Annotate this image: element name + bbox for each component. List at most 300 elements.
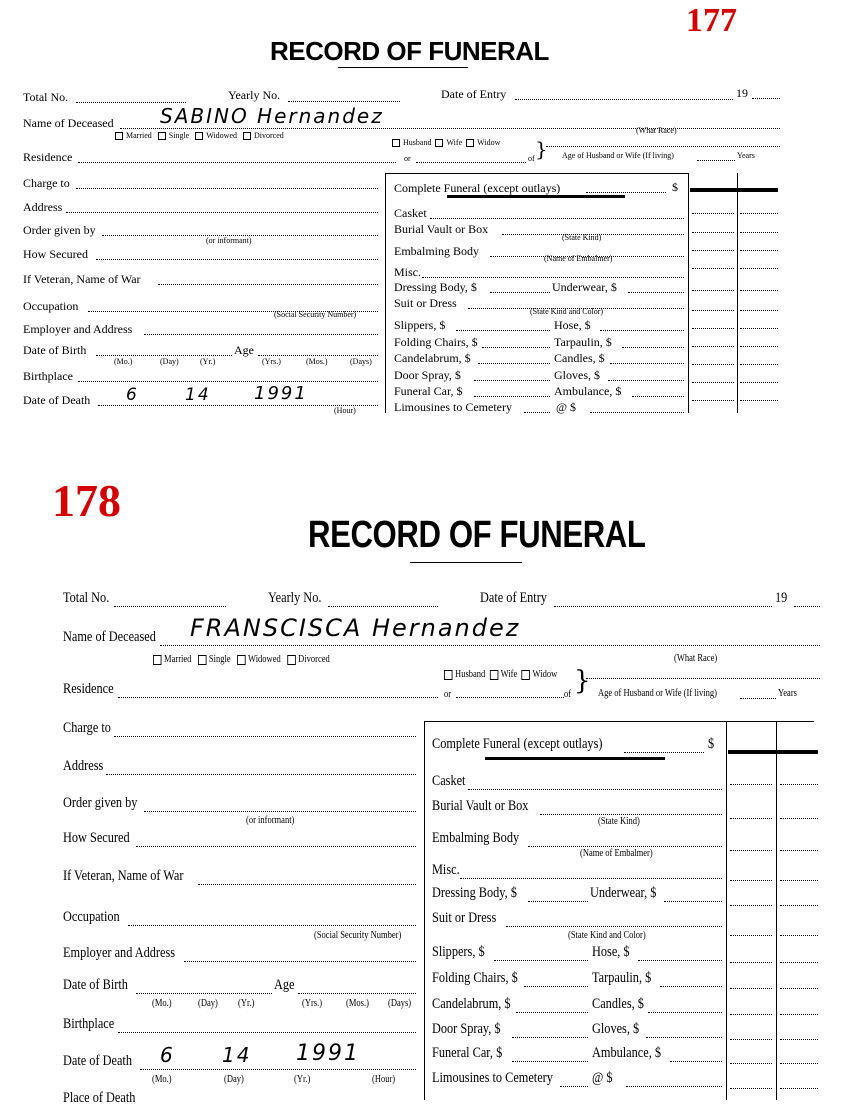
funeral-underline <box>485 757 665 760</box>
order-given-by-label: Order given by <box>63 795 138 811</box>
or-label: or <box>404 154 411 163</box>
amount-line <box>740 364 778 365</box>
age-mos-label: (Mos.) <box>306 357 328 366</box>
if-veteran-field[interactable] <box>158 284 378 285</box>
single-label: Single <box>208 654 231 665</box>
complete-prefix: Complete <box>394 181 444 195</box>
dressing-body-field[interactable] <box>490 292 550 293</box>
folding-chairs-field[interactable] <box>482 347 550 348</box>
hose-label: Hose, $ <box>554 318 591 332</box>
state-kind-label: (State Kind) <box>562 233 602 242</box>
charges-box-top <box>424 721 814 722</box>
if-veteran-label: If Veteran, Name of War <box>23 272 141 286</box>
amount-line <box>740 232 778 233</box>
tarpaulin-label: Tarpaulin, $ <box>554 335 612 349</box>
amount-line <box>740 268 778 269</box>
name-of-deceased-label: Name of Deceased <box>23 116 114 130</box>
residence-label: Residence <box>23 150 73 164</box>
funeral-car-field[interactable] <box>474 396 550 397</box>
date-of-entry-field[interactable] <box>515 99 733 100</box>
amount-line <box>740 382 778 383</box>
address-field[interactable] <box>106 774 416 775</box>
date-of-death-label: Date of Death <box>63 1053 132 1069</box>
widowed-label: Widowed <box>206 131 237 140</box>
candles-label: Candles, $ <box>592 996 644 1012</box>
or-informant-label: (or informant) <box>206 236 252 245</box>
death-month-handwritten: 6 <box>126 385 139 405</box>
yearly-no-label: Yearly No. <box>228 88 281 102</box>
widowed-label: Widowed <box>248 654 281 665</box>
widow-checkbox[interactable] <box>466 139 474 147</box>
limousines-label: Limousines to Cemetery <box>432 1070 553 1086</box>
candles-field[interactable] <box>610 363 684 364</box>
date-of-death-label: Date of Death <box>23 393 91 407</box>
ambulance-label: Ambulance, $ <box>554 384 622 398</box>
occupation-label: Occupation <box>23 299 79 313</box>
date-of-birth-field[interactable] <box>96 355 232 356</box>
complete-prefix: Complete <box>432 736 483 752</box>
occupation-label: Occupation <box>63 909 120 925</box>
spouse-options <box>444 669 557 680</box>
occupation-field[interactable] <box>128 925 416 926</box>
total-rule <box>690 188 778 192</box>
misc-label: Misc. <box>432 862 460 878</box>
or-informant-label: (or informant) <box>246 815 295 826</box>
complete-funeral-field[interactable] <box>586 192 666 193</box>
husband-checkbox[interactable] <box>392 139 400 147</box>
date-of-death-field[interactable] <box>140 1069 416 1070</box>
suit-or-dress-label: Suit or Dress <box>394 296 457 310</box>
hose-label: Hose, $ <box>592 944 630 960</box>
ambulance-field[interactable] <box>632 396 684 397</box>
age-label: Age <box>234 343 254 357</box>
dressing-body-label: Dressing Body, $ <box>432 885 517 901</box>
charges-box-left <box>385 173 386 413</box>
how-secured-label: How Secured <box>23 247 88 261</box>
dressing-body-field[interactable] <box>528 901 588 902</box>
age-days-label: (Days) <box>350 357 372 366</box>
married-label: Married <box>126 131 152 140</box>
ssn-label: (Social Security Number) <box>314 930 402 941</box>
married-label: Married <box>164 654 192 665</box>
amount-line <box>780 962 818 963</box>
total-rule <box>728 750 818 754</box>
order-given-by-field[interactable] <box>144 811 416 812</box>
birthplace-label: Birthplace <box>63 1016 115 1032</box>
year-field[interactable] <box>752 98 780 99</box>
charges-box-right <box>726 721 727 1100</box>
complete-funeral-label <box>432 736 602 753</box>
spouse-name-field[interactable] <box>456 697 564 698</box>
embalming-label: Embalming Body <box>394 244 479 258</box>
ambulance-field[interactable] <box>670 1061 722 1062</box>
underwear-field[interactable] <box>664 901 722 902</box>
amount-line <box>730 1063 772 1064</box>
if-veteran-label: If Veteran, Name of War <box>63 868 184 884</box>
hose-field[interactable] <box>638 960 722 961</box>
gloves-label: Gloves, $ <box>592 1021 640 1037</box>
gloves-label: Gloves, $ <box>554 368 600 382</box>
casket-label: Casket <box>394 206 427 220</box>
spouse-age-field[interactable] <box>740 698 776 699</box>
deceased-name-handwritten: SABINO Hernandez <box>160 104 384 128</box>
hose-field[interactable] <box>600 330 684 331</box>
burial-vault-field[interactable] <box>540 814 722 815</box>
amount-line <box>780 935 818 936</box>
candelabrum-label: Candelabrum, $ <box>394 351 471 365</box>
burial-vault-label: Burial Vault or Box <box>394 222 489 236</box>
dressing-body-label: Dressing Body, $ <box>394 280 477 294</box>
married-checkbox[interactable] <box>153 655 162 665</box>
amount-line <box>692 400 734 401</box>
amount-line <box>730 818 772 819</box>
name-of-deceased-field[interactable] <box>120 128 780 129</box>
age-field[interactable] <box>298 993 416 994</box>
funeral-car-label: Funeral Car, $ <box>432 1045 503 1061</box>
name-of-deceased-field[interactable] <box>160 645 820 646</box>
casket-label: Casket <box>432 773 466 789</box>
or-label: or <box>444 689 452 700</box>
race-field[interactable] <box>546 146 780 147</box>
candelabrum-field[interactable] <box>478 363 550 364</box>
amount-line <box>730 935 772 936</box>
how-secured-label: How Secured <box>63 830 130 846</box>
residence-label: Residence <box>63 681 114 697</box>
charge-to-field[interactable] <box>114 736 416 737</box>
charge-to-field[interactable] <box>76 188 378 189</box>
amount-line <box>692 232 734 233</box>
divorced-checkbox[interactable] <box>243 132 251 140</box>
death-year-handwritten: 1991 <box>254 383 308 404</box>
amount-line <box>780 1039 818 1040</box>
address-field[interactable] <box>66 212 378 213</box>
amount-line <box>740 328 778 329</box>
tarpaulin-field[interactable] <box>622 347 684 348</box>
limousines-field[interactable] <box>560 1086 588 1087</box>
what-race-label: (What Race) <box>636 126 677 135</box>
total-no-label: Total No. <box>23 90 69 104</box>
door-spray-field[interactable] <box>474 380 550 381</box>
widow-checkbox[interactable] <box>521 670 530 680</box>
ssn-label: (Social Security Number) <box>274 310 357 319</box>
residence-field[interactable] <box>118 697 438 698</box>
of-label: of <box>528 154 535 163</box>
dob-yr-label: (Yr.) <box>238 998 255 1009</box>
employer-label: Employer and Address <box>23 322 133 336</box>
complete-funeral-label <box>394 181 560 196</box>
years-label: Years <box>778 688 797 699</box>
amount-line <box>780 784 818 785</box>
amount-line <box>780 1063 818 1064</box>
employer-label: Employer and Address <box>63 945 176 961</box>
amount-line <box>740 346 778 347</box>
brace: } <box>535 137 548 161</box>
name-of-deceased-label: Name of Deceased <box>63 629 156 645</box>
death-month-handwritten: 6 <box>160 1043 175 1067</box>
gloves-field[interactable] <box>646 1037 722 1038</box>
date-of-birth-field[interactable] <box>136 993 272 994</box>
complete-funeral-field[interactable] <box>624 752 704 753</box>
of-label: of <box>564 689 572 700</box>
funeral-underline <box>447 195 625 198</box>
husband-label: Husband <box>403 138 432 147</box>
year-prefix: 19 <box>775 590 788 606</box>
slippers-label: Slippers, $ <box>432 944 485 960</box>
race-field[interactable] <box>586 678 820 679</box>
title-underline <box>410 562 522 563</box>
wife-checkbox[interactable] <box>490 670 499 680</box>
widowed-checkbox[interactable] <box>195 132 203 140</box>
amount-line <box>730 1088 772 1089</box>
title-underline <box>338 67 468 68</box>
residence-field[interactable] <box>78 162 396 163</box>
single-label: Single <box>168 131 190 140</box>
amount-line <box>692 268 734 269</box>
embalming-field[interactable] <box>528 846 722 847</box>
casket-field[interactable] <box>468 789 722 790</box>
death-year-handwritten: 1991 <box>296 1041 360 1066</box>
burial-vault-label: Burial Vault or Box <box>432 798 529 814</box>
underwear-label: Underwear, $ <box>552 280 617 294</box>
folding-chairs-label: Folding Chairs, $ <box>432 970 518 986</box>
husband-checkbox[interactable] <box>444 670 453 680</box>
slippers-field[interactable] <box>494 960 588 961</box>
age-mos-label: (Mos.) <box>346 998 369 1009</box>
dob-mo-label: (Mo.) <box>114 357 133 366</box>
except-outlays: (except outlays) <box>480 181 561 195</box>
amount-line <box>780 1088 818 1089</box>
age-of-spouse-label: Age of Husband or Wife (If living) <box>598 688 717 699</box>
funeral-word: Funeral <box>443 181 481 195</box>
total-no-field[interactable] <box>76 102 186 103</box>
folding-chairs-label: Folding Chairs, $ <box>394 335 478 349</box>
dod-hour-label: (Hour) <box>334 406 356 415</box>
complete-funeral-dollar: $ <box>672 180 678 194</box>
wife-label: Wife <box>500 669 518 680</box>
state-kind-color-label: (State Kind and Color) <box>530 307 604 316</box>
single-checkbox[interactable] <box>158 132 166 140</box>
birthplace-field[interactable] <box>118 1032 416 1033</box>
misc-field[interactable] <box>460 878 722 879</box>
record-number-178: 178 <box>52 475 121 526</box>
underwear-field[interactable] <box>628 292 684 293</box>
birthplace-label: Birthplace <box>23 369 73 383</box>
address-label: Address <box>63 758 104 774</box>
birthplace-field[interactable] <box>78 381 378 382</box>
amount-line <box>740 250 778 251</box>
amount-line <box>740 400 778 401</box>
age-field[interactable] <box>258 355 378 356</box>
misc-label: Misc. <box>394 265 421 279</box>
amount-line <box>740 290 778 291</box>
dob-yr-label: (Yr.) <box>200 357 216 366</box>
amount-line <box>730 784 772 785</box>
wife-label: Wife <box>446 138 463 147</box>
folding-chairs-field[interactable] <box>524 986 588 987</box>
age-of-spouse-label: Age of Husband or Wife (If living) <box>562 151 674 160</box>
suit-or-dress-field[interactable] <box>506 926 722 927</box>
amount-line <box>692 310 734 311</box>
charges-box-right <box>688 173 689 413</box>
casket-field[interactable] <box>430 218 684 219</box>
tarpaulin-field[interactable] <box>660 986 722 987</box>
divorced-checkbox[interactable] <box>287 655 296 665</box>
amount-line <box>740 213 778 214</box>
dod-day-label: (Day) <box>224 1074 244 1085</box>
employer-field[interactable] <box>144 334 378 335</box>
dob-mo-label: (Mo.) <box>152 998 172 1009</box>
years-label: Years <box>737 151 755 160</box>
charge-to-label: Charge to <box>63 720 111 736</box>
candelabrum-field[interactable] <box>516 1012 588 1013</box>
amount-line <box>692 382 734 383</box>
amount-line <box>780 905 818 906</box>
amount-line <box>780 850 818 851</box>
cents-divider <box>737 173 738 413</box>
amount-line <box>692 290 734 291</box>
spouse-age-field[interactable] <box>697 160 735 161</box>
charges-box-top <box>385 173 689 174</box>
widow-label: Widow <box>532 669 558 680</box>
date-of-birth-label: Date of Birth <box>23 343 87 357</box>
place-of-death-label: Place of Death <box>63 1090 136 1106</box>
amount-line <box>780 880 818 881</box>
amount-line <box>692 346 734 347</box>
year-field[interactable] <box>794 606 820 607</box>
limousines-at-label: @ $ <box>592 1070 613 1086</box>
brace: } <box>574 666 591 696</box>
husband-label: Husband <box>455 669 486 680</box>
amount-line <box>730 905 772 906</box>
tarpaulin-label: Tarpaulin, $ <box>592 970 652 986</box>
form-title-178: RECORD OF FUNERAL <box>308 514 646 556</box>
widow-label: Widow <box>477 138 501 147</box>
married-checkbox[interactable] <box>115 132 123 140</box>
cents-divider <box>776 721 777 1100</box>
year-prefix: 19 <box>736 86 748 100</box>
how-secured-field[interactable] <box>136 846 416 847</box>
dob-day-label: (Day) <box>198 998 218 1009</box>
candelabrum-label: Candelabrum, $ <box>432 996 511 1012</box>
charge-to-label: Charge to <box>23 176 70 190</box>
single-checkbox[interactable] <box>198 655 207 665</box>
date-of-entry-label: Date of Entry <box>441 87 507 101</box>
death-day-handwritten: 14 <box>222 1043 252 1067</box>
amount-line <box>730 1039 772 1040</box>
suit-or-dress-label: Suit or Dress <box>432 910 497 926</box>
total-no-field[interactable] <box>114 606 226 607</box>
form-title-177: RECORD OF FUNERAL <box>270 36 549 66</box>
amount-line <box>692 250 734 251</box>
underwear-label: Underwear, $ <box>590 885 657 901</box>
door-spray-label: Door Spray, $ <box>432 1021 501 1037</box>
charges-box-left <box>424 721 425 1100</box>
date-of-entry-label: Date of Entry <box>480 590 547 606</box>
dod-hour-label: (Hour) <box>372 1074 396 1085</box>
widowed-checkbox[interactable] <box>237 655 246 665</box>
funeral-word: Funeral <box>482 736 521 752</box>
death-day-handwritten: 14 <box>185 385 211 405</box>
date-of-entry-field[interactable] <box>554 606 772 607</box>
record-number-177: 177 <box>686 2 737 39</box>
spouse-options <box>392 138 500 147</box>
yearly-no-field[interactable] <box>288 101 400 102</box>
deceased-name-handwritten: FRANSCISCA Hernandez <box>190 614 521 642</box>
divorced-label: Divorced <box>254 131 284 140</box>
marital-status-options <box>153 654 330 665</box>
age-days-label: (Days) <box>388 998 412 1009</box>
total-no-label: Total No. <box>63 590 110 606</box>
marital-status-options <box>115 131 284 140</box>
if-veteran-field[interactable] <box>198 884 416 885</box>
dod-mo-label: (Mo.) <box>152 1074 172 1085</box>
funeral-car-label: Funeral Car, $ <box>394 384 463 398</box>
slippers-label: Slippers, $ <box>394 318 446 332</box>
limousines-label: Limousines to Cemetery <box>394 400 512 414</box>
amount-line <box>780 1014 818 1015</box>
misc-field[interactable] <box>422 277 684 278</box>
amount-line <box>730 850 772 851</box>
spouse-name-field[interactable] <box>416 162 526 163</box>
name-of-embalmer-label: (Name of Embalmer) <box>580 848 653 859</box>
yearly-no-label: Yearly No. <box>268 590 322 606</box>
candles-label: Candles, $ <box>554 351 605 365</box>
amount-line <box>730 988 772 989</box>
state-kind-color-label: (State Kind and Color) <box>568 930 646 941</box>
what-race-label: (What Race) <box>674 653 718 664</box>
age-yrs-label: (Yrs.) <box>302 998 323 1009</box>
state-kind-label: (State Kind) <box>598 816 640 827</box>
employer-field[interactable] <box>184 961 416 962</box>
limousines-rate-field[interactable] <box>590 412 684 413</box>
amount-line <box>780 988 818 989</box>
dob-day-label: (Day) <box>160 357 179 366</box>
gloves-field[interactable] <box>608 380 684 381</box>
amount-line <box>780 818 818 819</box>
how-secured-field[interactable] <box>96 259 378 260</box>
age-label: Age <box>274 977 295 993</box>
embalming-label: Embalming Body <box>432 830 520 846</box>
divorced-label: Divorced <box>298 654 330 665</box>
order-given-by-label: Order given by <box>23 223 96 237</box>
amount-line <box>692 364 734 365</box>
amount-line <box>730 962 772 963</box>
amount-line <box>730 1014 772 1015</box>
candles-field[interactable] <box>648 1012 722 1013</box>
ambulance-label: Ambulance, $ <box>592 1045 661 1061</box>
funeral-car-field[interactable] <box>512 1061 588 1062</box>
limousines-field[interactable] <box>524 412 550 413</box>
wife-checkbox[interactable] <box>435 139 443 147</box>
address-label: Address <box>23 200 63 214</box>
limousines-at-label: @ $ <box>556 400 577 414</box>
amount-line <box>692 328 734 329</box>
amount-line <box>692 213 734 214</box>
name-of-embalmer-label: (Name of Embalmer) <box>544 254 613 263</box>
age-yrs-label: (Yrs.) <box>262 357 281 366</box>
amount-line <box>740 310 778 311</box>
amount-line <box>730 880 772 881</box>
limousines-rate-field[interactable] <box>626 1086 722 1087</box>
door-spray-label: Door Spray, $ <box>394 368 461 382</box>
complete-funeral-dollar: $ <box>708 736 715 752</box>
except-outlays: (except outlays) <box>520 736 603 752</box>
yearly-no-field[interactable] <box>328 606 438 607</box>
date-of-birth-label: Date of Birth <box>63 977 128 993</box>
slippers-field[interactable] <box>456 330 550 331</box>
dod-yr-label: (Yr.) <box>294 1074 311 1085</box>
door-spray-field[interactable] <box>512 1037 588 1038</box>
